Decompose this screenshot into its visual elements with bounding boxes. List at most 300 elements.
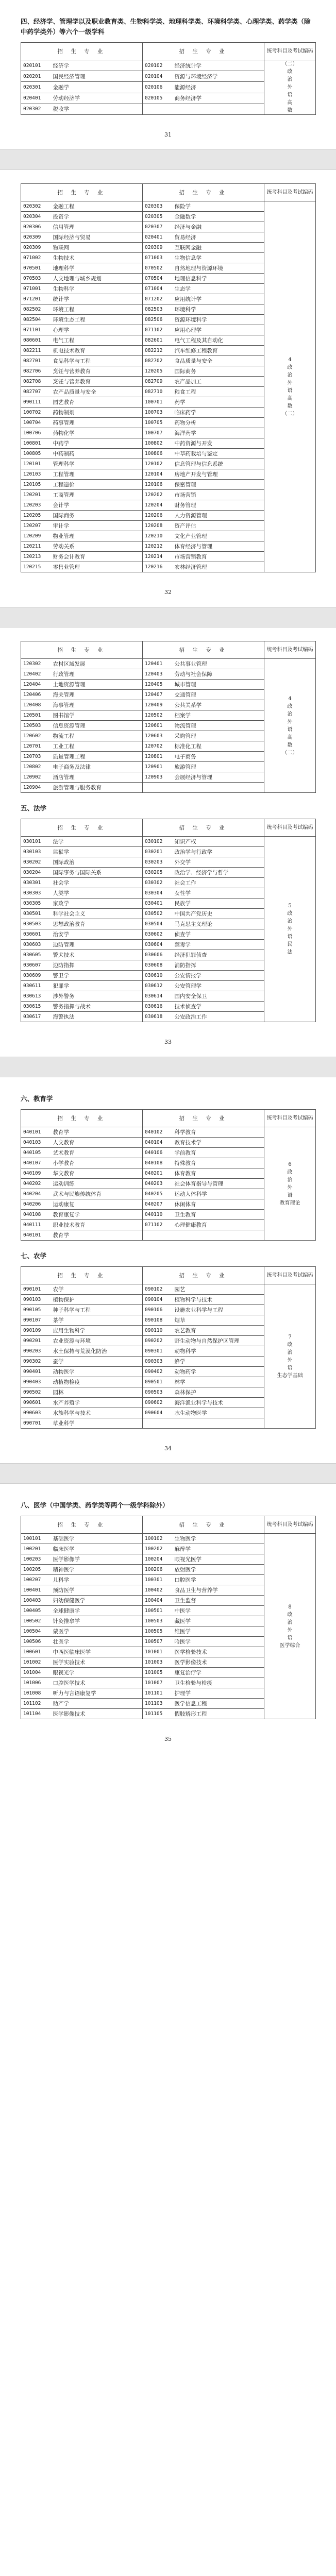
major-code: 030611 <box>21 981 51 991</box>
major-name: 资产评估 <box>173 521 264 531</box>
major-name: 统计学 <box>51 294 143 304</box>
major-code: 101102 <box>21 1699 51 1709</box>
section-title: 八、医学（中国学类、药学类等两个一级学科除外） <box>21 1501 169 1509</box>
major-code: 082702 <box>143 356 173 366</box>
exam-subject-line: 数 <box>287 403 293 409</box>
exam-subject-line: 数 <box>287 742 293 748</box>
major-code: 100206 <box>143 1565 173 1575</box>
major-code: 071004 <box>143 284 173 294</box>
major-name: 会计学 <box>51 500 143 511</box>
major-name: 假肢矫形工程 <box>173 1709 264 1719</box>
exam-column-header: 统考科目及考试编码 <box>264 1516 316 1534</box>
column-header: 招 生 专 业 <box>21 1267 143 1284</box>
major-name: 医学实验技术 <box>51 1657 143 1668</box>
major-code: 120201 <box>21 490 51 500</box>
major-code: 020105 <box>143 93 173 104</box>
major-name: 食品科学与工程 <box>51 356 143 366</box>
major-name: 农艺教育 <box>173 1326 264 1336</box>
exam-subject-line: 6 <box>288 1161 292 1167</box>
major-code: 030503 <box>21 919 51 929</box>
major-code: 100801 <box>21 438 51 449</box>
major-name: 侦查学 <box>173 929 264 940</box>
major-code: 100503 <box>143 1616 173 1626</box>
major-code: 101005 <box>143 1668 173 1678</box>
column-header: 招 生 专 业 <box>21 819 143 837</box>
table-header-row <box>21 819 316 837</box>
major-code: 030303 <box>21 888 51 899</box>
major-name: 蚕学 <box>51 1357 143 1367</box>
major-name: 国际经济与贸易 <box>51 232 143 243</box>
major-name: 生态学 <box>173 284 264 294</box>
major-code: 030102 <box>143 837 173 847</box>
exam-subject-line: （二） <box>282 411 298 417</box>
major-code: 090601 <box>21 1398 51 1408</box>
major-name: 技术侦查学 <box>173 1002 264 1012</box>
major-code: 020306 <box>21 222 51 232</box>
major-name: 生物医学 <box>173 1534 264 1544</box>
major-code: 030305 <box>21 899 51 909</box>
major-code: 120104 <box>143 469 173 480</box>
major-code: 100806 <box>143 449 173 459</box>
major-code: 030203 <box>143 857 173 868</box>
major-code: 020201 <box>21 71 51 82</box>
major-code: 030204 <box>21 868 51 878</box>
major-code: 120406 <box>21 690 51 700</box>
major-code: 020302 <box>21 201 51 212</box>
major-name: 食品质量与安全 <box>173 356 264 366</box>
major-code: 120702 <box>143 741 173 752</box>
major-code: 070501 <box>21 263 51 274</box>
major-code: 120903 <box>143 772 173 783</box>
major-name: 政治学、经济学与哲学 <box>173 868 264 878</box>
major-code: 120401 <box>143 659 173 669</box>
major-code: 120210 <box>143 531 173 541</box>
major-code: 030602 <box>143 929 173 940</box>
major-name: 公共事业管理 <box>173 659 264 669</box>
major-name: 会展经济与管理 <box>173 772 264 783</box>
major-code: 020104 <box>143 71 173 82</box>
major-code: 030604 <box>143 940 173 950</box>
major-name: 放射医学 <box>173 1565 264 1575</box>
exam-subject-line: 治 <box>287 1619 293 1625</box>
major-name: 全球健康学 <box>51 1606 143 1616</box>
major-code: 020307 <box>143 222 173 232</box>
major-code: 071202 <box>143 294 173 304</box>
table-header-row <box>21 1110 316 1127</box>
major-name: 中药制药 <box>51 449 143 459</box>
major-name: 海关管理 <box>51 690 143 700</box>
major-code: 040207 <box>143 1199 173 1210</box>
exam-column-header: 统考科目及考试编码 <box>264 43 316 60</box>
major-name: 水生动物医学 <box>173 1408 264 1418</box>
major-code: 040202 <box>21 1179 51 1189</box>
major-name: 艺术教育 <box>51 1148 143 1158</box>
major-name: 林学 <box>173 1377 264 1387</box>
major-code: 100101 <box>21 1534 51 1544</box>
major-code: 120802 <box>21 762 51 772</box>
page-break <box>0 1057 336 1077</box>
major-name: 物联网 <box>51 243 143 253</box>
major-code: 082706 <box>21 366 51 377</box>
major-name: 信用管理 <box>51 222 143 232</box>
major-name: 社会体育指导与管理 <box>173 1179 264 1189</box>
major-name: 海洋渔业科学与技术 <box>173 1398 264 1408</box>
major-code: 120403 <box>143 669 173 680</box>
major-code: 100301 <box>143 1575 173 1585</box>
major-name: 经济统计学 <box>173 60 264 71</box>
major-code: 090303 <box>143 1357 173 1367</box>
major-code: 120603 <box>143 731 173 741</box>
major-code: 040101 <box>21 1127 51 1138</box>
major-code: 100403 <box>21 1596 51 1606</box>
major-code: 030615 <box>21 1002 51 1012</box>
major-code: 100701 <box>143 397 173 408</box>
major-table <box>21 1109 316 1241</box>
major-name: 听力与言语康复学 <box>51 1688 143 1699</box>
major-code: 020302 <box>21 104 51 114</box>
major-name: 动物药学 <box>173 1367 264 1377</box>
column-header: 招 生 专 业 <box>143 184 264 201</box>
major-name: 物流管理 <box>173 721 264 731</box>
section-title: 四、经济学、管理学以及职业教育类、生物科学类、地理科学类、环境科学类、心理学类、药学类（除中药学类外）等六个一级学科 <box>21 18 311 36</box>
major-code: 090103 <box>21 1295 51 1305</box>
major-code: 090107 <box>21 1315 51 1326</box>
exam-subjects <box>264 1284 316 1429</box>
major-name: 劳动与社会保障 <box>173 669 264 680</box>
major-code: 071201 <box>21 294 51 304</box>
exam-subject-line: 政 <box>287 364 293 370</box>
table-row <box>21 201 316 212</box>
major-name: 职业技术教育 <box>51 1220 143 1230</box>
major-name: 哈医学 <box>173 1637 264 1647</box>
table-row <box>21 1284 316 1295</box>
exam-subject-line: 治 <box>287 1177 293 1183</box>
major-code: 120801 <box>143 752 173 762</box>
major-name: 学前教育 <box>173 1148 264 1158</box>
major-name: 卫生监督 <box>173 1596 264 1606</box>
major-code: 040204 <box>21 1189 51 1199</box>
major-name: 药事管理 <box>51 418 143 428</box>
major-name: 资源环境科学 <box>173 315 264 325</box>
major-name: 教育康复学 <box>51 1210 143 1220</box>
major-name: 税收学 <box>51 104 143 114</box>
major-name: 法学 <box>51 837 143 847</box>
major-name: 人力资源管理 <box>173 511 264 521</box>
major-name: 中草药栽培与鉴定 <box>173 449 264 459</box>
major-name: 海警执法 <box>51 1012 143 1022</box>
major-name: 教育学 <box>51 1230 143 1241</box>
major-name: 禁毒学 <box>173 940 264 950</box>
exam-subject-line: 政 <box>287 911 293 917</box>
major-code: 030301 <box>21 878 51 888</box>
major-name: 草业科学 <box>51 1418 143 1429</box>
major-code: 082506 <box>143 315 173 325</box>
major-name: 能源经济 <box>173 82 264 93</box>
table-row <box>21 659 316 669</box>
major-name: 城市管理 <box>173 680 264 690</box>
major-name: 公安情报学 <box>173 971 264 981</box>
major-code: 120103 <box>21 469 51 480</box>
major-name: 妇幼保健医学 <box>51 1596 143 1606</box>
major-name: 劳动经济学 <box>51 93 143 104</box>
page-number: 34 <box>164 1445 172 1452</box>
section-title: 七、农学 <box>21 1252 47 1260</box>
major-code: 082504 <box>21 315 51 325</box>
major-code: 030612 <box>143 981 173 991</box>
major-name: 农村区域发展 <box>51 659 143 669</box>
major-code: 030601 <box>21 929 51 940</box>
major-code: 020309 <box>143 243 173 253</box>
major-name: 儿科学 <box>51 1575 143 1585</box>
major-name: 保险学 <box>173 201 264 212</box>
page <box>0 0 336 149</box>
major-code: 120213 <box>21 552 51 562</box>
major-name: 海洋药学 <box>173 428 264 438</box>
major-name: 藏医学 <box>173 1616 264 1626</box>
major-name: 零售业管理 <box>51 562 143 572</box>
major-code: 040205 <box>143 1189 173 1199</box>
major-code: 090101 <box>21 1284 51 1295</box>
exam-column-header: 统考科目及考试编码 <box>264 1110 316 1127</box>
major-code: 071101 <box>21 325 51 335</box>
major-name: 警务指挥与战术 <box>51 1002 143 1012</box>
page <box>0 170 336 607</box>
major-name: 烹饪与营养教育 <box>51 366 143 377</box>
major-name: 医学信息工程 <box>173 1699 264 1709</box>
exam-subject-line: 高 <box>287 734 293 740</box>
major-name: 卫生检验与检疫 <box>173 1678 264 1688</box>
major-code: 100702 <box>21 408 51 418</box>
major-code: 030101 <box>21 837 51 847</box>
major-code: 030618 <box>143 1012 173 1022</box>
major-code: 090602 <box>143 1398 173 1408</box>
major-name: 园艺 <box>173 1284 264 1295</box>
major-name: 小学教育 <box>51 1158 143 1168</box>
exam-subject-line: 语 <box>287 1192 293 1198</box>
exam-subject-line: 外 <box>287 1357 293 1363</box>
exam-subjects <box>264 837 316 1022</box>
major-code: 030603 <box>21 940 51 950</box>
page-content <box>0 1484 336 1754</box>
major-name: 农林经济管理 <box>173 562 264 572</box>
major-code: 030605 <box>21 950 51 960</box>
major-code: 100204 <box>143 1554 173 1565</box>
major-name: 金融学 <box>51 82 143 93</box>
exam-subject-line: 语 <box>287 1365 293 1371</box>
exam-column-header: 统考科目及考试编码 <box>264 641 316 659</box>
exam-subject-line: 政 <box>287 1612 293 1618</box>
major-name: 动物医学 <box>51 1367 143 1377</box>
exam-subject-line: 治 <box>287 372 293 378</box>
major-code <box>143 104 173 114</box>
major-code: 030616 <box>143 1002 173 1012</box>
major-name: 物业管理 <box>51 531 143 541</box>
major-code: 020106 <box>143 82 173 93</box>
major-name: 国际商务 <box>51 511 143 521</box>
major-name: 口腔医学技术 <box>51 1678 143 1688</box>
exam-subject-line: 数 <box>287 108 293 113</box>
major-code: 100501 <box>143 1606 173 1616</box>
major-name: 麻醉学 <box>173 1544 264 1554</box>
major-name: 海事管理 <box>51 700 143 710</box>
major-code: 120502 <box>143 710 173 721</box>
exam-subject-line: 生态学基础 <box>277 1372 303 1379</box>
major-name: 水族科学与技术 <box>51 1408 143 1418</box>
exam-column-header: 统考科目及考试编码 <box>264 1267 316 1284</box>
major-code: 101103 <box>143 1699 173 1709</box>
major-code: 120503 <box>21 721 51 731</box>
page <box>0 1077 336 1463</box>
major-code: 090111 <box>21 397 51 408</box>
major-code: 120206 <box>143 511 173 521</box>
major-code: 120302 <box>21 659 51 669</box>
major-code: 040108 <box>21 1210 51 1220</box>
major-code: 030614 <box>143 991 173 1002</box>
major-name: 管理科学 <box>51 459 143 469</box>
major-name: 药物制剂 <box>51 408 143 418</box>
major-name: 市场营销 <box>173 490 264 500</box>
major-code <box>143 1230 173 1241</box>
major-name: 森林保护 <box>173 1387 264 1398</box>
major-code: 090502 <box>21 1387 51 1398</box>
major-code: 120102 <box>143 459 173 469</box>
exam-subject-line: （二） <box>282 61 298 67</box>
major-name <box>173 783 264 793</box>
major-name: 武术与民族传统体育 <box>51 1189 143 1199</box>
exam-subject-line: 医学综合 <box>279 1642 300 1649</box>
major-code: 030103 <box>21 847 51 857</box>
major-name: 环境科学 <box>173 304 264 315</box>
major-name: 中国共产党历史 <box>173 909 264 919</box>
page-content <box>0 0 336 149</box>
major-name: 物流工程 <box>51 731 143 741</box>
major-code: 020304 <box>21 212 51 222</box>
major-code: 030401 <box>143 899 173 909</box>
major-name: 边防指挥 <box>51 960 143 971</box>
major-code: 100601 <box>21 1647 51 1657</box>
major-name: 园林 <box>51 1387 143 1398</box>
major-code: 120703 <box>21 752 51 762</box>
major-code: 090701 <box>21 1418 51 1429</box>
major-code: 120203 <box>21 500 51 511</box>
major-name: 生物信息学 <box>173 253 264 263</box>
major-code: 100705 <box>143 418 173 428</box>
major-name: 信息资源管理 <box>51 721 143 731</box>
major-name: 互联网金融 <box>173 243 264 253</box>
major-name: 药学 <box>173 397 264 408</box>
major-code: 120901 <box>143 762 173 772</box>
major-code: 120214 <box>143 552 173 562</box>
major-code: 101001 <box>143 1647 173 1657</box>
major-name: 生物科学 <box>51 284 143 294</box>
major-code: 082211 <box>21 346 51 356</box>
major-code: 030607 <box>21 960 51 971</box>
major-code: 100205 <box>21 1565 51 1575</box>
major-code: 100507 <box>143 1637 173 1647</box>
exam-subject-line: 7 <box>288 1334 292 1340</box>
major-name: 科学社会主义 <box>51 909 143 919</box>
major-code: 101006 <box>21 1678 51 1688</box>
exam-subject-line: 外 <box>287 84 293 90</box>
major-code: 101002 <box>21 1657 51 1668</box>
major-name: 运动训练 <box>51 1179 143 1189</box>
page <box>0 628 336 1057</box>
major-name: 蒙医学 <box>51 1626 143 1637</box>
major-name: 体育经济与管理 <box>173 541 264 552</box>
exam-subject-line: 治 <box>287 711 293 717</box>
major-table <box>21 819 316 1022</box>
major-code: 100502 <box>21 1616 51 1626</box>
major-code: 100203 <box>21 1554 51 1565</box>
major-code: 082707 <box>21 387 51 397</box>
major-code: 101004 <box>21 1668 51 1678</box>
exam-subject-line: 高 <box>287 100 293 106</box>
major-name: 科学教育 <box>173 1127 264 1138</box>
major-name: 经济与金融 <box>173 222 264 232</box>
major-code: 030202 <box>21 857 51 868</box>
major-code: 120215 <box>21 562 51 572</box>
exam-subjects <box>264 1534 316 1719</box>
major-name: 公安政治工作 <box>173 1012 264 1022</box>
exam-subject-line: 外 <box>287 1627 293 1633</box>
major-name: 休闲体育 <box>173 1199 264 1210</box>
major-code: 120202 <box>143 490 173 500</box>
major-name: 环境生态工程 <box>51 315 143 325</box>
major-name: 烟草 <box>173 1315 264 1326</box>
major-name: 外交学 <box>173 857 264 868</box>
major-code: 040103 <box>21 1138 51 1148</box>
major-name: 眼视光学 <box>51 1668 143 1678</box>
exam-subject-line: 政 <box>287 1169 293 1175</box>
major-name: 运动康复 <box>51 1199 143 1210</box>
major-name: 图书馆学 <box>51 710 143 721</box>
exam-subjects <box>264 60 316 115</box>
major-code: 120405 <box>143 680 173 690</box>
column-header: 招 生 专 业 <box>143 641 264 659</box>
major-code: 120701 <box>21 741 51 752</box>
major-code: 082710 <box>143 387 173 397</box>
major-name: 卫生教育 <box>173 1210 264 1220</box>
major-code: 090302 <box>21 1357 51 1367</box>
major-name: 预防医学 <box>51 1585 143 1596</box>
major-name <box>173 104 264 114</box>
major-name: 机电技术教育 <box>51 346 143 356</box>
major-code: 070504 <box>143 274 173 284</box>
major-code: 120404 <box>21 680 51 690</box>
major-code: 120207 <box>21 521 51 531</box>
major-code: 082503 <box>143 304 173 315</box>
major-code: 020401 <box>143 232 173 243</box>
major-code: 100706 <box>21 428 51 438</box>
major-code: 040201 <box>143 1168 173 1179</box>
major-name: 地理信息科学 <box>173 274 264 284</box>
major-name: 财务管理 <box>173 500 264 511</box>
major-code: 071003 <box>143 253 173 263</box>
major-name: 审计学 <box>51 521 143 531</box>
column-header: 招 生 专 业 <box>143 819 264 837</box>
major-code: 070503 <box>21 274 51 284</box>
major-name: 特殊教育 <box>173 1158 264 1168</box>
major-name: 治安学 <box>51 929 143 940</box>
exam-subject-line: 政 <box>287 703 293 709</box>
major-name: 社会学 <box>51 878 143 888</box>
major-code: 101101 <box>143 1688 173 1699</box>
page-number: 31 <box>164 131 172 138</box>
table-header-row <box>21 43 316 60</box>
column-header: 招 生 专 业 <box>143 1267 264 1284</box>
major-name: 商务经济学 <box>173 93 264 104</box>
major-code: 100207 <box>21 1575 51 1585</box>
